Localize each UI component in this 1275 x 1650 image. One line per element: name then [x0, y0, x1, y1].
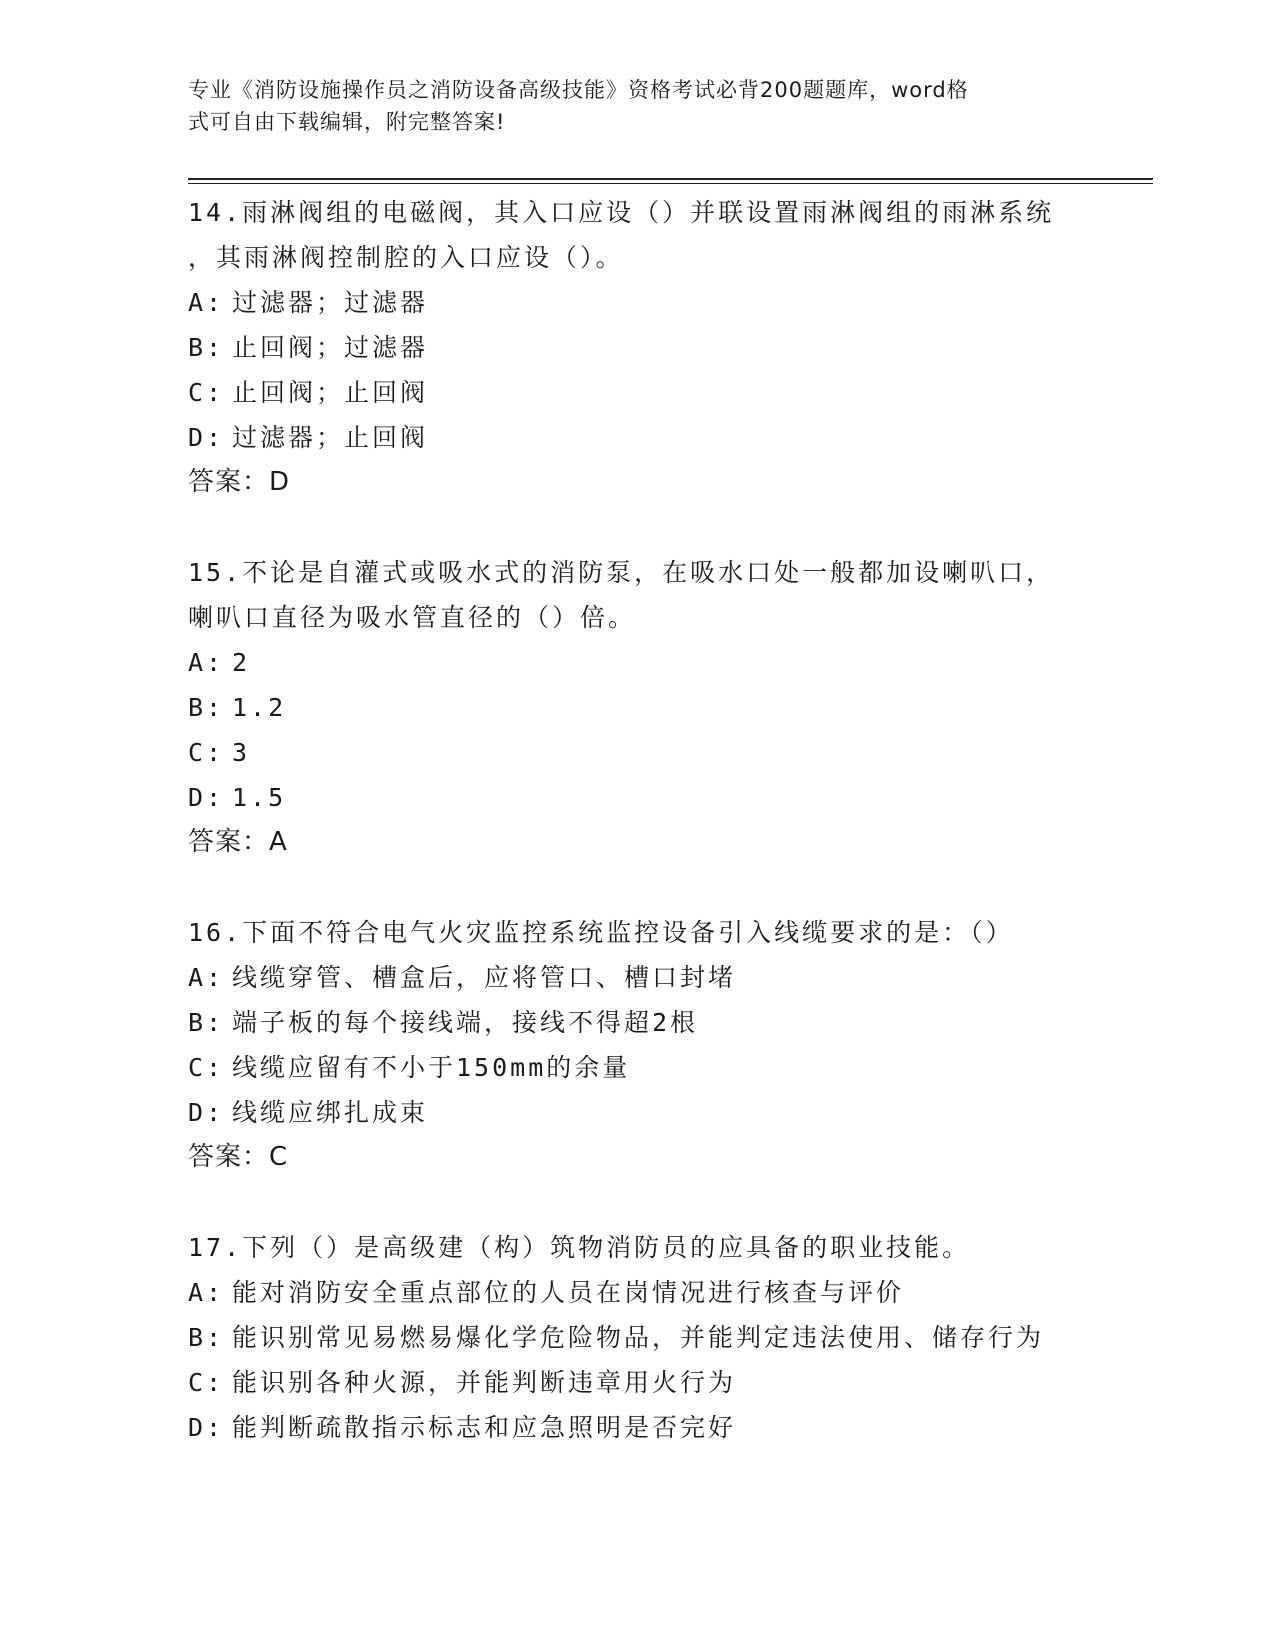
option-d [188, 1090, 1088, 1135]
question-text-line-1: 14.雨淋阀组的电磁阀，其入口应设（）并联设置雨淋阀组的雨淋系统 [188, 198, 1055, 227]
option-key: A: [188, 648, 225, 677]
option-key: D: [188, 1098, 225, 1127]
option-text: 2 [232, 648, 251, 677]
question-16 [188, 910, 1088, 1180]
option-d [188, 1405, 1088, 1450]
option-c [188, 370, 1088, 415]
option-key: D: [188, 423, 225, 452]
question-15 [188, 550, 1088, 865]
option-key: A: [188, 288, 225, 317]
option-c [188, 1360, 1088, 1405]
option-a [188, 640, 1088, 685]
option-d [188, 775, 1088, 820]
question-text-line-1: 15.不论是自灌式或吸水式的消防泵，在吸水口处一般都加设喇叭口， [188, 558, 1055, 587]
option-key: C: [188, 1368, 225, 1397]
option-text: 能识别各种火源，并能判断违章用火行为 [232, 1368, 737, 1397]
option-d [188, 415, 1088, 460]
option-b [188, 1315, 1088, 1360]
question-text-line-2: ，其雨淋阀控制腔的入口应设（）。 [188, 243, 624, 272]
option-b [188, 1000, 1088, 1045]
option-key: C: [188, 738, 225, 767]
option-text: 线缆应绑扎成束 [232, 1098, 429, 1127]
question-14 [188, 190, 1088, 505]
option-b [188, 325, 1088, 370]
answer-text: 答案：D [188, 467, 291, 497]
option-key: C: [188, 378, 225, 407]
header-divider-thick [188, 178, 1153, 180]
question-17 [188, 1225, 1088, 1450]
option-a [188, 955, 1088, 1000]
option-key: B: [188, 1323, 225, 1352]
option-a [188, 1270, 1088, 1315]
header-line-1: 专业《消防设施操作员之消防设备高级技能》资格考试必背200题题库，word格 [188, 78, 969, 102]
option-text: 1.2 [232, 693, 287, 722]
question-text-line-1: 16.下面不符合电气火灾监控系统监控设备引入线缆要求的是：（） [188, 918, 1014, 947]
option-text: 线缆应留有不小于150mm的余量 [232, 1053, 631, 1082]
option-key: D: [188, 1413, 225, 1442]
option-text: 能判断疏散指示标志和应急照明是否完好 [232, 1413, 737, 1442]
option-key: B: [188, 333, 225, 362]
option-key: C: [188, 1053, 225, 1082]
question-text-line-2: 喇叭口直径为吸水管直径的（）倍。 [188, 603, 637, 632]
option-key: D: [188, 783, 225, 812]
option-text: 能识别常见易燃易爆化学危险物品，并能判定违法使用、储存行为 [232, 1323, 1045, 1352]
header-divider-thin [188, 183, 1153, 184]
answer-text: 答案：C [188, 1142, 289, 1172]
answer-text: 答案：A [188, 827, 288, 857]
option-c [188, 730, 1088, 775]
option-a [188, 280, 1088, 325]
option-text: 过滤器；过滤器 [232, 288, 429, 317]
option-text: 止回阀；过滤器 [232, 333, 429, 362]
option-b [188, 685, 1088, 730]
option-key: A: [188, 1278, 225, 1307]
header-line-2: 式可自由下载编辑，附完整答案! [188, 110, 506, 134]
option-text: 止回阀；止回阀 [232, 378, 429, 407]
document-header [188, 74, 1068, 138]
option-text: 3 [232, 738, 251, 767]
option-text: 线缆穿管、槽盒后，应将管口、槽口封堵 [232, 963, 737, 992]
option-key: B: [188, 1008, 225, 1037]
option-c [188, 1045, 1088, 1090]
option-text: 能对消防安全重点部位的人员在岗情况进行核查与评价 [232, 1278, 905, 1307]
question-list [188, 190, 1088, 1450]
option-text: 1.5 [232, 783, 287, 812]
question-text-line-1: 17.下列（）是高级建（构）筑物消防员的应具备的职业技能。 [188, 1233, 971, 1262]
option-key: B: [188, 693, 225, 722]
option-text: 端子板的每个接线端，接线不得超2根 [232, 1008, 699, 1037]
option-key: A: [188, 963, 225, 992]
option-text: 过滤器；止回阀 [232, 423, 429, 452]
